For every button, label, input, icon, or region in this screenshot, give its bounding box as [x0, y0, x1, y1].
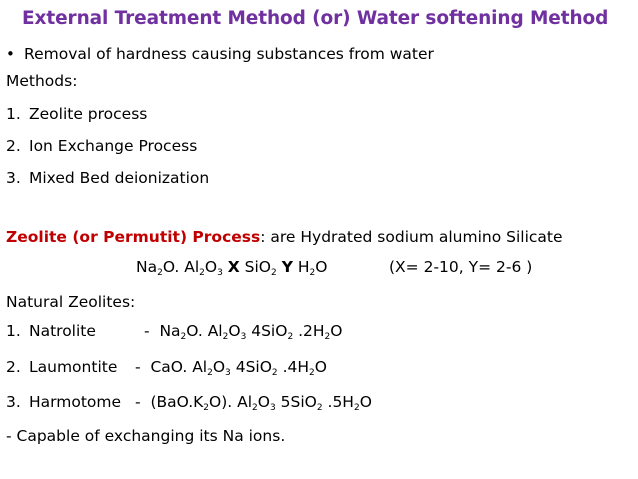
natural-name: Laumontite: [29, 358, 118, 376]
natural-formula: - CaO. $Al_2O_3$ 4SiO$_2$ $.4H_2O$: [135, 358, 327, 378]
zeolite-description: : are Hydrated sodium alumino Silicate: [260, 228, 563, 246]
method-number: 2.: [6, 137, 21, 155]
natural-item: [6, 322, 342, 340]
natural-formula: - $(BaO.K_2O)$. $Al_2O_3$ 5SiO$_2$ $.5H_2O$: [135, 393, 372, 413]
method-item: [6, 169, 209, 187]
method-number: 1.: [6, 105, 21, 123]
natural-name: Harmotome: [29, 393, 122, 411]
natural-heading: Natural Zeolites:: [6, 293, 136, 311]
natural-item: [6, 393, 372, 411]
zeolite-range: (X= 2-10, Y= 2-6 ): [389, 258, 533, 276]
zeolite-line: [6, 228, 563, 246]
bullet-text: Removal of hardness causing substances from water: [24, 45, 434, 63]
method-item: [6, 137, 197, 155]
methods-heading: Methods:: [6, 72, 78, 90]
natural-item: [6, 358, 327, 376]
method-item: [6, 105, 147, 123]
natural-number: 3.: [6, 393, 21, 411]
bullet-icon: •: [6, 45, 15, 63]
natural-number: 2.: [6, 358, 21, 376]
bullet-line: [6, 45, 434, 63]
method-label: Ion Exchange Process: [29, 137, 198, 155]
footer-note: - Capable of exchanging its Na ions.: [6, 427, 286, 445]
zeolite-formula: $Na_2O$. $Al_2O_3$ X SiO$_2$ Y $H_2O$: [136, 258, 328, 278]
method-label: Mixed Bed deionization: [29, 169, 210, 187]
zeolite-heading: Zeolite (or Permutit) Process: [6, 228, 261, 246]
natural-name: Natrolite: [29, 322, 96, 340]
natural-number: 1.: [6, 322, 21, 340]
slide-title: External Treatment Method (or) Water softening Method: [22, 8, 609, 29]
natural-formula: - $Na_2O$. $Al_2O_3$ 4SiO$_2$ $.2H_2O$: [144, 322, 343, 342]
method-number: 3.: [6, 169, 21, 187]
method-label: Zeolite process: [29, 105, 148, 123]
